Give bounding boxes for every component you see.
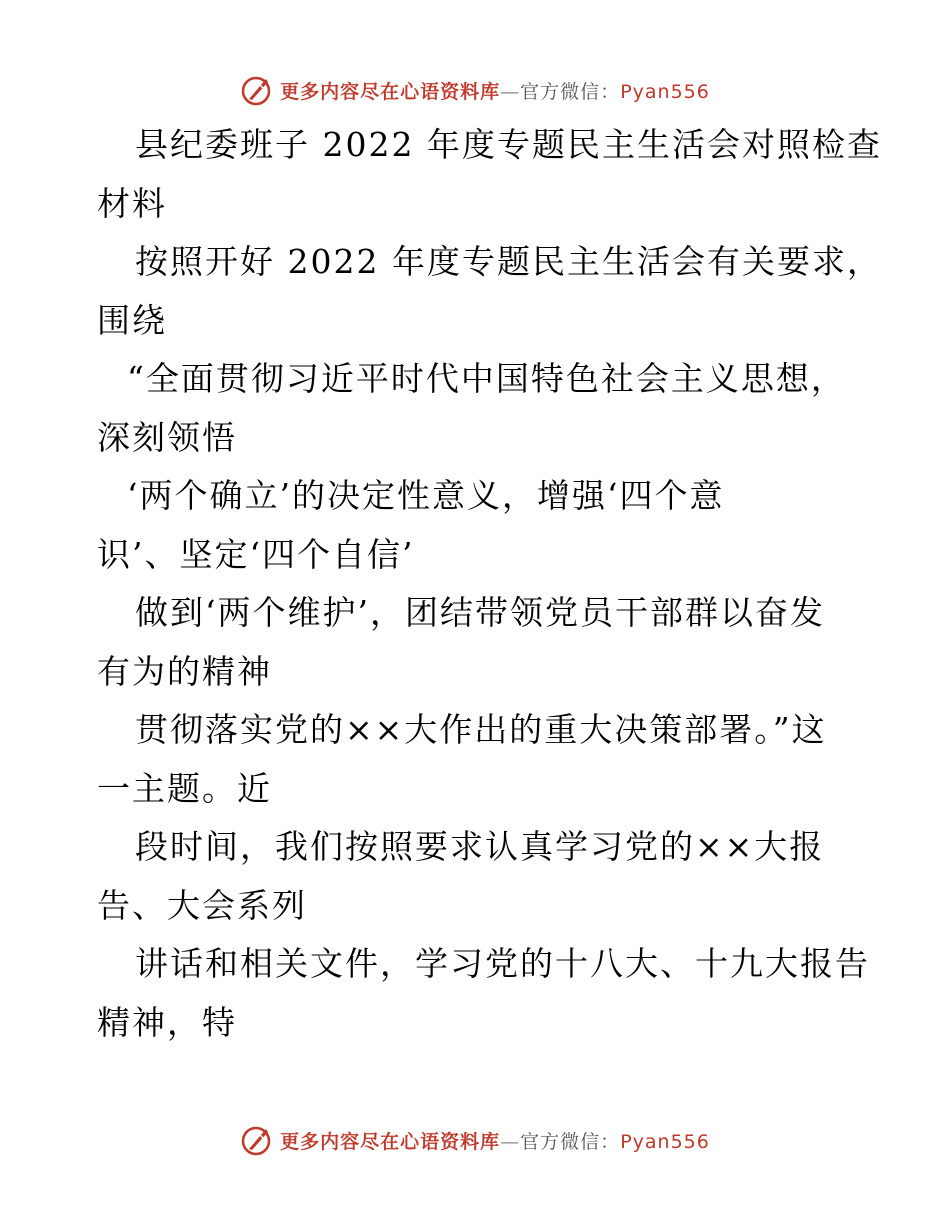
footer-text <box>280 1127 710 1154</box>
doc-line: 有为的精神 <box>97 651 272 691</box>
quill-logo-icon <box>240 1123 274 1157</box>
footer-banner <box>0 1120 950 1160</box>
doc-line: 告、大会系列 <box>97 885 307 925</box>
doc-line: 县纪委班子 2022 年度专题民主生活会对照检查 <box>135 125 882 164</box>
header-banner <box>0 70 950 110</box>
doc-line: 一主题。近 <box>97 768 272 808</box>
doc-line: 贯彻落实党的××大作出的重大决策部署。”这 <box>135 710 827 749</box>
doc-line: 围绕 <box>97 300 167 340</box>
doc-line: 材料 <box>97 183 167 223</box>
quill-logo-icon <box>240 73 274 107</box>
doc-line: 精神，特 <box>97 1002 237 1042</box>
footer-main-text: 更多内容尽在心语资料库 <box>280 1130 501 1153</box>
header-main-text: 更多内容尽在心语资料库 <box>280 80 501 103</box>
doc-line: 讲话和相关文件，学习党的十八大、十九大报告 <box>135 944 870 983</box>
header-dash: — <box>500 80 521 103</box>
footer-dash: — <box>500 1130 521 1153</box>
doc-line: 按照开好 2022 年度专题民主生活会有关要求， <box>135 242 882 281</box>
doc-line: ‘两个确立’的决定性意义，增强‘四个意 <box>127 476 725 515</box>
header-sub-text: 官方微信： <box>520 80 621 103</box>
doc-line: 做到‘两个维护’，团结带领党员干部群以奋发 <box>135 593 825 632</box>
doc-line: “全面贯彻习近平时代中国特色社会主义思想， <box>127 359 846 398</box>
footer-wechat-id: Pyan556 <box>620 1130 710 1153</box>
header-wechat-id: Pyan556 <box>620 80 710 103</box>
document-body <box>97 116 882 1052</box>
footer-sub-text: 官方微信： <box>520 1130 621 1153</box>
doc-line: 段时间，我们按照要求认真学习党的××大报 <box>135 827 825 866</box>
doc-line: 深刻领悟 <box>97 417 237 457</box>
header-text <box>280 77 710 104</box>
doc-line: 识’、坚定‘四个自信’ <box>97 534 415 574</box>
